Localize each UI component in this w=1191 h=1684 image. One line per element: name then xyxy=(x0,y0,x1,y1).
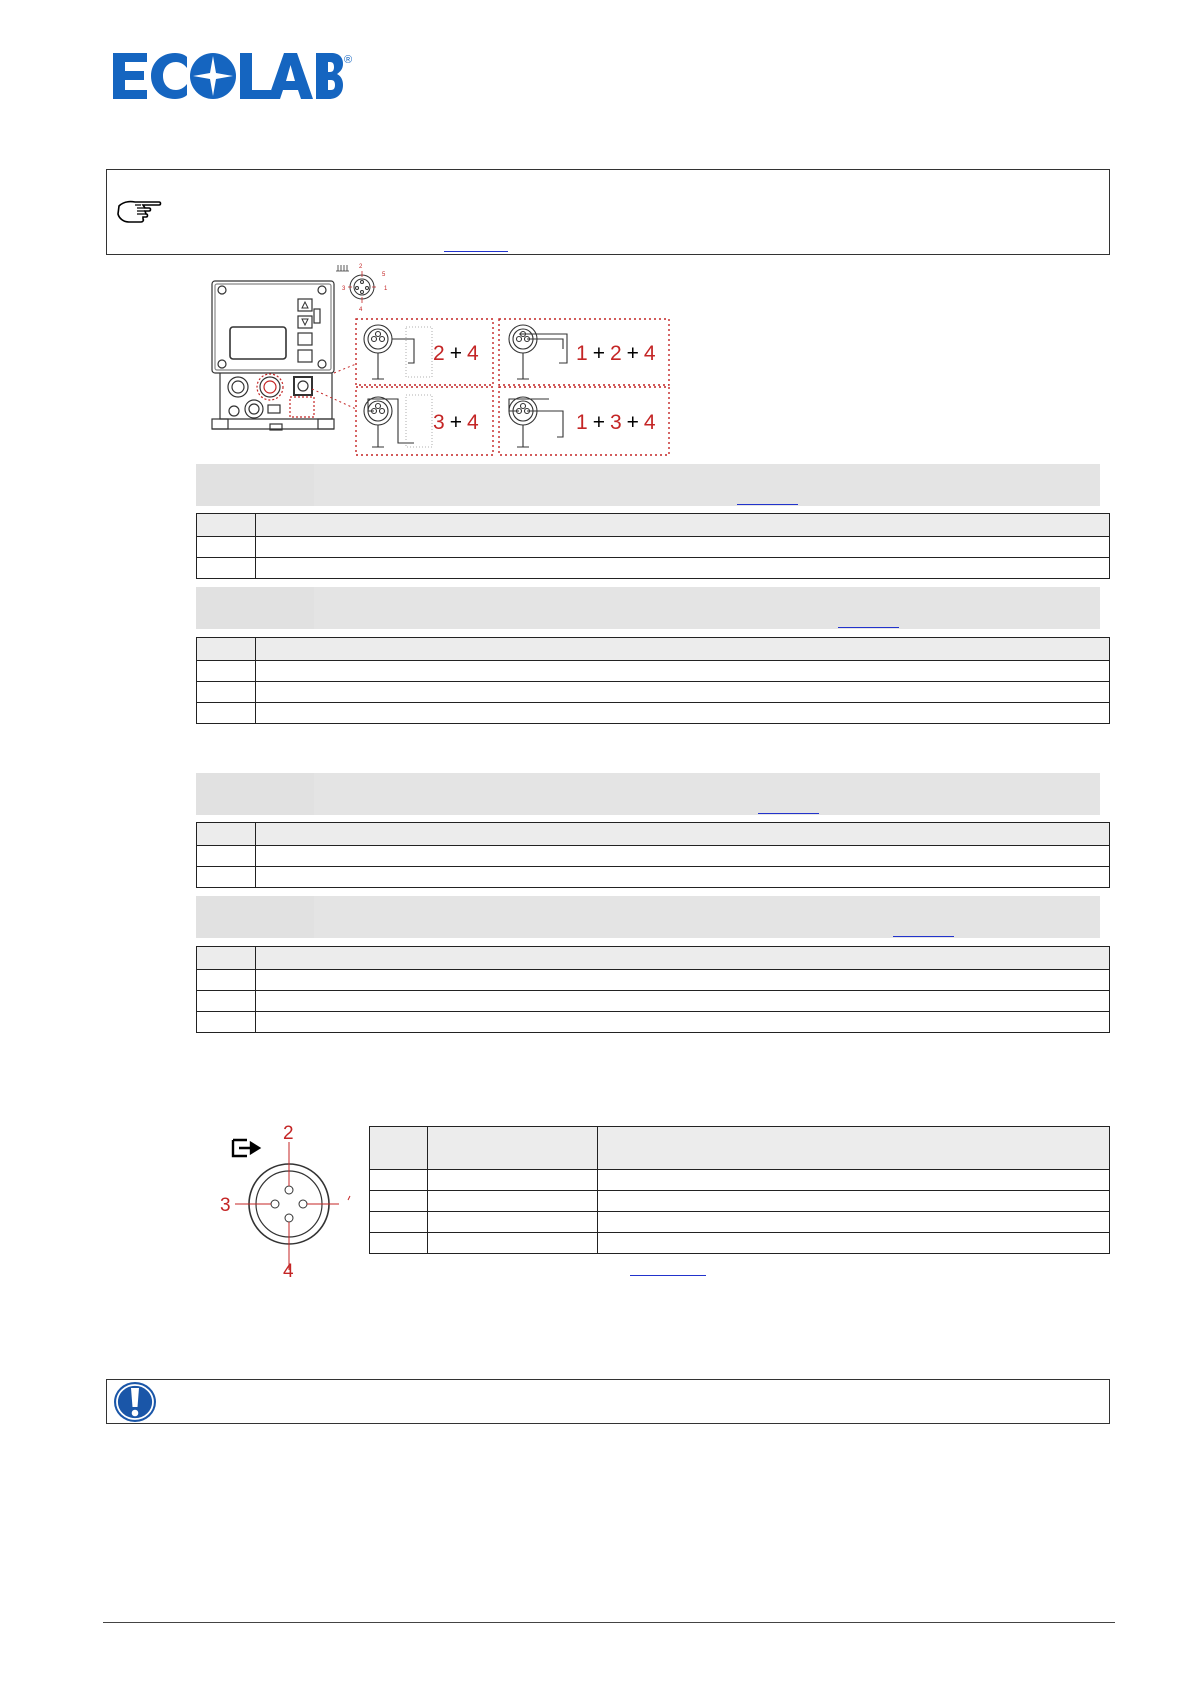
combo-part: 2 xyxy=(433,342,445,365)
table-header-row xyxy=(197,823,1110,846)
combo-part: + xyxy=(449,342,462,365)
mini-pin-2: 2 xyxy=(359,264,363,270)
table-row xyxy=(197,537,1110,558)
table-cell xyxy=(598,1212,1110,1233)
table-cell xyxy=(197,846,256,867)
connector-pin-3: 3 xyxy=(220,1195,231,1216)
mini-pin-1: 1 xyxy=(384,286,388,292)
table-cell xyxy=(197,991,256,1012)
table-cell xyxy=(197,661,256,682)
footer-divider xyxy=(103,1622,1115,1623)
pin-assignment-table xyxy=(369,1126,1110,1254)
table-cell xyxy=(256,682,1110,703)
section-4-link[interactable] xyxy=(893,936,954,937)
note-link[interactable] xyxy=(444,251,508,252)
combo-3-4 xyxy=(433,411,479,434)
table-cell xyxy=(370,1170,428,1191)
table-row xyxy=(370,1233,1110,1254)
table-header-row xyxy=(197,947,1110,970)
combo-part: 4 xyxy=(466,342,479,365)
connector-pin-4: 4 xyxy=(283,1261,294,1280)
section-2-link[interactable] xyxy=(838,627,899,628)
table-4 xyxy=(196,946,1110,1033)
mini-pin-3: 3 xyxy=(342,286,346,292)
table-cell xyxy=(598,1170,1110,1191)
table-cell xyxy=(256,703,1110,724)
table-cell xyxy=(370,1191,428,1212)
table-row xyxy=(197,703,1110,724)
table-cell xyxy=(256,947,1110,970)
registered-mark: ® xyxy=(344,54,353,66)
table-row xyxy=(370,1212,1110,1233)
output-connector-diagram xyxy=(215,1120,365,1280)
table-row xyxy=(197,558,1110,579)
combo-part: 3 xyxy=(609,411,622,434)
table-cell xyxy=(197,558,256,579)
section-band-tab xyxy=(196,587,314,629)
pointing-hand-icon xyxy=(115,196,163,226)
table-cell xyxy=(256,537,1110,558)
table-cell xyxy=(256,846,1110,867)
combo-part: 4 xyxy=(643,411,656,434)
table-cell xyxy=(197,867,256,888)
table-cell xyxy=(256,823,1110,846)
section-band-tab xyxy=(196,773,314,815)
table-cell xyxy=(197,823,256,846)
mini-pin-4: 4 xyxy=(359,307,363,313)
table-cell xyxy=(256,867,1110,888)
table-cell xyxy=(197,947,256,970)
table-cell xyxy=(256,661,1110,682)
combo-2-4 xyxy=(433,342,479,365)
section-band-tab xyxy=(196,896,314,938)
combo-1-3-4 xyxy=(576,411,656,434)
table-cell xyxy=(256,514,1110,537)
combo-part: + xyxy=(592,411,605,434)
table-cell xyxy=(197,703,256,724)
table-cell xyxy=(256,558,1110,579)
table-3 xyxy=(196,822,1110,888)
combo-part: 4 xyxy=(643,342,656,365)
table-cell xyxy=(197,638,256,661)
table-header-row xyxy=(197,514,1110,537)
table-cell xyxy=(428,1191,598,1212)
table-cell xyxy=(428,1170,598,1191)
table-cell xyxy=(598,1127,1110,1170)
table-header-row xyxy=(370,1127,1110,1170)
section-1-link[interactable] xyxy=(737,504,798,505)
table-cell xyxy=(197,514,256,537)
table-1 xyxy=(196,513,1110,579)
signal-output-icon xyxy=(233,1140,259,1156)
ecolab-logo xyxy=(113,53,343,99)
exclamation-icon xyxy=(113,1381,157,1423)
section-band-1 xyxy=(196,464,1100,506)
table-cell xyxy=(197,970,256,991)
table-cell xyxy=(256,1012,1110,1033)
table-row xyxy=(197,991,1110,1012)
combo-1-2-4 xyxy=(576,342,656,365)
combo-part: 1 xyxy=(576,411,588,434)
table-cell xyxy=(428,1127,598,1170)
section-3-link[interactable] xyxy=(758,813,819,814)
table-cell xyxy=(256,638,1110,661)
combo-part: 2 xyxy=(609,342,622,365)
table-cell xyxy=(598,1233,1110,1254)
section-band-4 xyxy=(196,896,1100,938)
table-cell xyxy=(370,1212,428,1233)
table-row xyxy=(197,867,1110,888)
table-cell xyxy=(256,970,1110,991)
combo-part: + xyxy=(592,342,605,365)
section-band-2 xyxy=(196,587,1100,629)
table-cell xyxy=(598,1191,1110,1212)
device-wiring-diagram xyxy=(210,259,680,459)
table-cell xyxy=(197,682,256,703)
combo-part: 3 xyxy=(433,411,445,434)
table-row xyxy=(197,846,1110,867)
combo-part: + xyxy=(449,411,462,434)
combo-part: + xyxy=(626,342,639,365)
combo-part: + xyxy=(626,411,639,434)
table-row xyxy=(197,661,1110,682)
table-row xyxy=(197,1012,1110,1033)
connector-pin-2: 2 xyxy=(283,1123,294,1144)
table-cell xyxy=(370,1127,428,1170)
table-cell xyxy=(370,1233,428,1254)
section-band-3 xyxy=(196,773,1100,815)
table-row xyxy=(370,1191,1110,1212)
pin-table-link[interactable] xyxy=(630,1275,706,1276)
table-cell xyxy=(197,537,256,558)
table-cell xyxy=(256,991,1110,1012)
mini-pin-5: 5 xyxy=(382,272,386,278)
table-2 xyxy=(196,637,1110,724)
table-cell xyxy=(428,1233,598,1254)
table-cell xyxy=(428,1212,598,1233)
combo-part: 1 xyxy=(576,342,588,365)
note-box xyxy=(106,169,1110,255)
table-cell xyxy=(197,1012,256,1033)
table-row xyxy=(197,682,1110,703)
table-row xyxy=(370,1170,1110,1191)
warning-box xyxy=(106,1379,1110,1424)
section-band-tab xyxy=(196,464,314,506)
combo-part: 4 xyxy=(466,411,479,434)
table-header-row xyxy=(197,638,1110,661)
table-row xyxy=(197,970,1110,991)
